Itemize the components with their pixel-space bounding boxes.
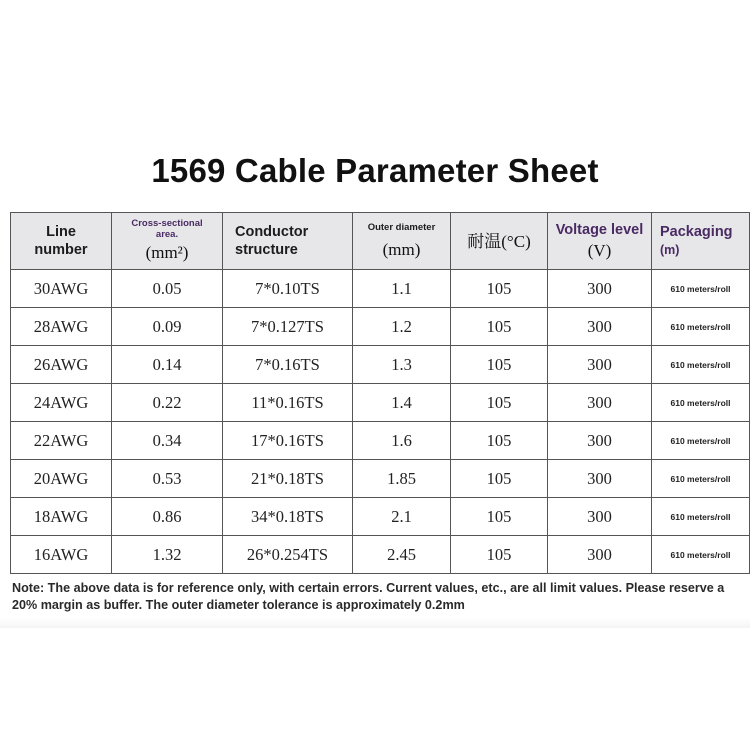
cell-temperature: 105	[451, 460, 548, 498]
cell-temperature: 105	[451, 422, 548, 460]
cell-conductor: 11*0.16TS	[223, 384, 353, 422]
cell-cross-section: 0.09	[112, 308, 223, 346]
cell-cross-section: 0.14	[112, 346, 223, 384]
cell-conductor: 7*0.10TS	[223, 270, 353, 308]
cell-cross-section: 0.05	[112, 270, 223, 308]
cell-packaging: 610 meters/roll	[652, 270, 750, 308]
cell-voltage: 300	[548, 460, 652, 498]
cell-line-number: 28AWG	[11, 308, 112, 346]
footnote: Note: The above data is for reference only, with certain errors. Current values, etc., are all limit values. Please reserve a 20% margin as buffer. The outer diameter tolerance is approximately 0.2mm	[12, 581, 725, 612]
cell-packaging: 610 meters/roll	[652, 460, 750, 498]
cell-packaging: 610 meters/roll	[652, 422, 750, 460]
cell-line-number: 22AWG	[11, 422, 112, 460]
cell-voltage: 300	[548, 498, 652, 536]
cell-outer-diameter: 1.3	[353, 346, 451, 384]
cell-temperature: 105	[451, 536, 548, 574]
cell-packaging: 610 meters/roll	[652, 536, 750, 574]
cell-conductor: 7*0.127TS	[223, 308, 353, 346]
header-cross-section: Cross-sectional area. (mm²)	[112, 213, 223, 270]
cell-outer-diameter: 2.1	[353, 498, 451, 536]
cell-temperature: 105	[451, 270, 548, 308]
cell-cross-section: 1.32	[112, 536, 223, 574]
cell-packaging: 610 meters/roll	[652, 346, 750, 384]
cell-temperature: 105	[451, 384, 548, 422]
table-row	[11, 422, 750, 460]
cell-cross-section: 0.86	[112, 498, 223, 536]
cell-line-number: 24AWG	[11, 384, 112, 422]
parameter-table	[10, 212, 750, 574]
cell-outer-diameter: 1.6	[353, 422, 451, 460]
cell-outer-diameter: 1.85	[353, 460, 451, 498]
cell-voltage: 300	[548, 308, 652, 346]
cell-conductor: 34*0.18TS	[223, 498, 353, 536]
table-row	[11, 346, 750, 384]
cell-temperature: 105	[451, 346, 548, 384]
cell-packaging: 610 meters/roll	[652, 384, 750, 422]
cell-line-number: 30AWG	[11, 270, 112, 308]
table-row	[11, 460, 750, 498]
cell-packaging: 610 meters/roll	[652, 498, 750, 536]
page-title: 1569 Cable Parameter Sheet	[151, 152, 599, 189]
cell-conductor: 7*0.16TS	[223, 346, 353, 384]
cell-voltage: 300	[548, 422, 652, 460]
cell-conductor: 26*0.254TS	[223, 536, 353, 574]
cell-outer-diameter: 2.45	[353, 536, 451, 574]
cell-packaging: 610 meters/roll	[652, 308, 750, 346]
cell-outer-diameter: 1.2	[353, 308, 451, 346]
cell-temperature: 105	[451, 308, 548, 346]
cell-line-number: 16AWG	[11, 536, 112, 574]
header-outer-diameter: Outer diameter (mm)	[353, 213, 451, 270]
cell-line-number: 20AWG	[11, 460, 112, 498]
header-line-number: Line number	[11, 213, 112, 270]
header-conductor: Conductor structure	[223, 213, 353, 270]
cell-voltage: 300	[548, 270, 652, 308]
cell-voltage: 300	[548, 346, 652, 384]
cell-temperature: 105	[451, 498, 548, 536]
cell-conductor: 17*0.16TS	[223, 422, 353, 460]
table-row	[11, 536, 750, 574]
table-row	[11, 498, 750, 536]
cell-outer-diameter: 1.1	[353, 270, 451, 308]
table-header-row	[11, 213, 750, 270]
cell-voltage: 300	[548, 384, 652, 422]
bottom-band	[0, 618, 750, 628]
cell-line-number: 18AWG	[11, 498, 112, 536]
cell-cross-section: 0.53	[112, 460, 223, 498]
cell-voltage: 300	[548, 536, 652, 574]
header-voltage: Voltage level (V)	[548, 213, 652, 270]
header-temperature: 耐温(°C)	[451, 213, 548, 270]
table-row	[11, 270, 750, 308]
cell-outer-diameter: 1.4	[353, 384, 451, 422]
cell-cross-section: 0.34	[112, 422, 223, 460]
table-row	[11, 384, 750, 422]
cell-line-number: 26AWG	[11, 346, 112, 384]
cell-cross-section: 0.22	[112, 384, 223, 422]
cell-conductor: 21*0.18TS	[223, 460, 353, 498]
table-body	[11, 270, 750, 574]
table-row	[11, 308, 750, 346]
header-packaging: Packaging (m)	[652, 213, 750, 270]
